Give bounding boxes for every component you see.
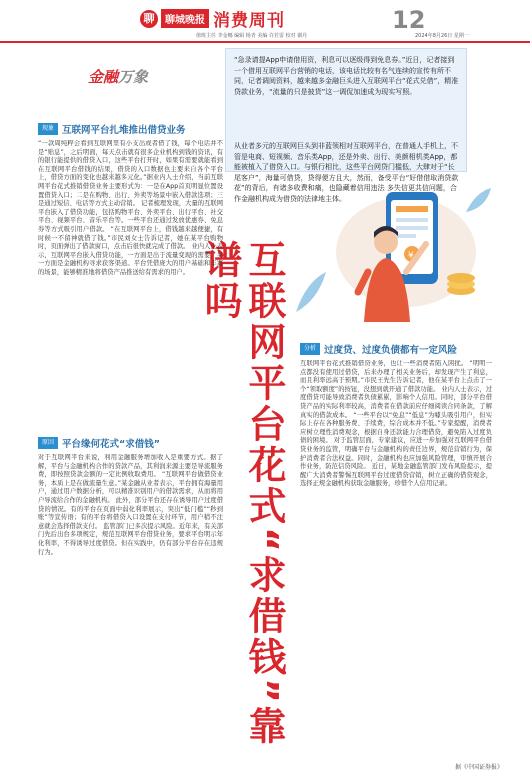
body-left-top: “一款周纯粹会看到互联网里有小支出或者借了钱，每个电话并不是“贴息”，之后明面，每天点击就有很多企业机构到钱的资讯，有的银行能提供的借贷入口，这些平台打开时，如果有需要就能看到在互联网平台借钱的结果，借贷的入口数据也主要来自各个平台上，借贷方面的变化也越来越多元化。”据业内人士介绍，当前互联网平台花式推销借贷业务主要形式为：一是在App首页明显位置设置借贷入口；二是在购物、出行、外卖等场景中嵌入借款选项；三是通过短信、电话等方式主动营销。 记者梳理发现，大量的互联网平台嵌入了借贷功能，包括购物平台、外卖平台、出行平台、社交平台、视频平台、音乐平台等。一些平台还通过发放优惠券、免息券等方式吸引用户借款。 “在互联网平台上，借钱越来越便捷，有时候一不留神就借了钱。”市民刘女士告诉记者，她在某平台购物时，页面弹出了借款窗口，点击后很快就完成了借款。 业内人士表示，互联网平台嵌入借贷功能，一方面是出于流量变现的需要，另一方面是金融机构寻求获客渠道。平台凭借庞大的用户基础和丰富的场景，能够精准地将借贷产品推送给有需求的用户。: [38, 140, 223, 276]
column-label: [88, 66, 148, 87]
intro-box: [225, 48, 467, 203]
newspaper-logo-icon: 聊: [140, 10, 158, 28]
section-title: 过度贷、过度负债都有一定风险: [324, 345, 458, 356]
section-title: 平台缘何花式“求借钱”: [62, 439, 160, 450]
editors-line: 值班主任 李金娜 编辑 杨青 美编 许若雷 校对 谢丹: [196, 33, 308, 39]
section-name: 消费周刊: [213, 11, 285, 31]
source-signature: 据《中国证券报》: [455, 764, 504, 771]
section-header-phenomenon: [38, 122, 186, 136]
section-tag: 分析: [300, 343, 320, 355]
intro-paragraph-1: “急录请提App申请借用资，利息可以逐级得到免息券。”近日，记者接到一个借用互联网平台营销的电话，该电话比较有名气连续的宣传有所不同，记者调阅资料，越来越多金融巨头进入互联网平台“花式兑借”，精准贷款业务，“流量的只是披货”这一调侃加速成为现实写照。: [234, 56, 459, 96]
section-tag: 现象: [38, 123, 58, 135]
section-header-analysis: [300, 342, 457, 356]
newspaper-brand: [140, 6, 285, 31]
body-left-bottom: 对于互联网平台来说，利用金融服务增加收入是重要方式。据了解，平台与金融机构合作的贷款产品，其利润来源主要是导流服务费，即按照贷款金额的一定比例收取费用。 “互联网平台做借贷业务，本质上是在做流量生意。”某金融从业者表示，平台拥有海量用户，通过用户数据分析，可以精准识别用户的借款需求，从而将用户导流给合作的金融机构。 此外，部分平台还存在诱导用户过度借贷的情况。有的平台在页面中弱化利率展示，突出“低门槛”“秒到账”等宣传语；有的平台将借贷入口设置在支付环节，用户稍不注意就会选择借款支付。 监管部门已多次提示风险。近年来，有关部门先后出台多项规定，规范互联网平台借贷业务，要求平台明示年化利率，不得诱导过度借贷。但在实践中，仍有部分平台存在违规行为。: [38, 454, 223, 556]
page-number: 12: [392, 6, 426, 34]
header-rule: [0, 41, 530, 43]
masthead: [0, 0, 530, 40]
section-header-reason: [38, 436, 160, 450]
section-tag: 原因: [38, 437, 58, 449]
newspaper-name: 聊城晚报: [161, 9, 209, 28]
svg-text:¥: ¥: [408, 251, 414, 261]
publish-date: 2024年8月26日 星期一: [415, 33, 469, 39]
body-right-bottom: 互联网平台花式推销借贷业务，也让一些消费者陷入困扰。 “明明一点都没有使用过借贷，后来办理了相关业务后，却发现产生了利息，而且利率远高于预期。”市民王先生告诉记者，他在某平台上点击了一个“领取额度”的按钮，没想到就开通了借款功能。 业内人士表示，过度借贷可能导致消费者负债累累，影响个人信用。同时，部分平台借贷产品的实际利率较高，消费者在借款前应仔细阅读合同条款，了解真实的借款成本。 “一些平台以“免息”“低息”为噱头吸引用户，但实际上存在各种服务费、手续费，综合成本并不低。”专家提醒，消费者应树立理性消费观念，根据自身还款能力合理借贷，避免陷入过度负债的困境。 对于监管层面，专家建议，应进一步加强对互联网平台借贷业务的监管，明确平台与金融机构的责任边界，规范营销行为，保护消费者合法权益。同时，金融机构也应加强风险管理，审慎开展合作业务，防范信贷风险。 近日，某地金融监管部门发布风险提示，提醒广大消费者警惕互联网平台过度借贷营销，树立正确的借贷观念，选择正规金融机构获取金融服务，珍惜个人信用记录。: [300, 360, 492, 488]
column-label-grey: 万象: [118, 68, 149, 86]
article-headline: 互联网平台花式“求借钱”靠谱吗: [198, 240, 286, 747]
column-label-red: 金融: [88, 68, 119, 86]
intro-paragraph-2: 从业者多元的互联网巨头到非蓝领相对互联网平台，在普通人手机上，不管是电商、短视频、音乐类App，还是外卖、出行、美颜相机类App，都能被植入了借贷入口。与银行相比，这些平台网贷门槛低，大肆对于“长尾客户”，海量可借贷，贷得便方且大，然而，备受平台“好借借取消贷款花”的背后，有诸多收费和痛，也隐藏着信用违法 多失信更共信问题，合作金融机构成为借贷的法律地主体。: [234, 142, 459, 203]
section-title: 互联网平台扎堆推出借贷业务: [62, 125, 186, 136]
